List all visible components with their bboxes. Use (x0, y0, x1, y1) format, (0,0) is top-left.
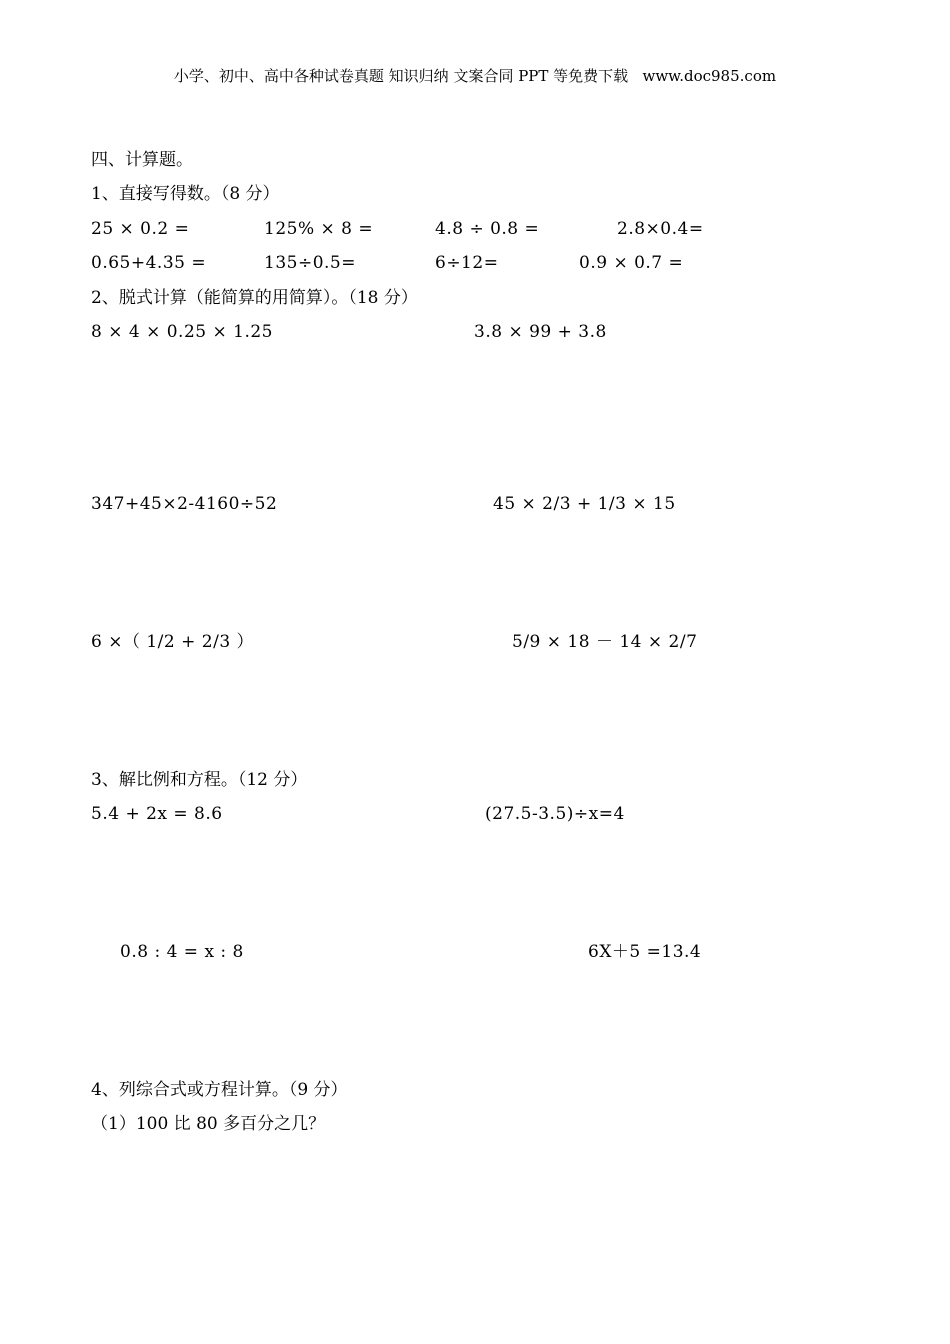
q1-item: 25 × 0.2 = (91, 219, 190, 239)
q3-item: 6X＋5 =13.4 (588, 942, 702, 962)
q3-item: (27.5-3.5)÷x=4 (485, 804, 625, 824)
q3-item: 0.8 : 4 = x : 8 (120, 942, 244, 962)
q1-item: 6÷12= (435, 253, 499, 273)
q3-title: 3、解比例和方程。（12 分） (91, 770, 308, 790)
q1-item: 135÷0.5= (264, 253, 356, 273)
q4-title: 4、列综合式或方程计算。（9 分） (91, 1080, 348, 1100)
q2-title: 2、脱式计算（能简算的用简算）。（18 分） (91, 288, 418, 308)
q2-item: 8 × 4 × 0.25 × 1.25 (91, 322, 273, 342)
page-header: 小学、初中、高中各种试卷真题 知识归纳 文案合同 PPT 等免费下载 www.doc985.com (173, 67, 777, 85)
section-title: 四、计算题。 (91, 150, 193, 170)
q2-item: 6 ×（ 1/2 + 2/3 ） (91, 632, 255, 652)
q2-item: 3.8 × 99 + 3.8 (474, 322, 607, 342)
q3-item: 5.4 + 2x = 8.6 (91, 804, 223, 824)
q1-item: 4.8 ÷ 0.8 = (435, 219, 540, 239)
q1-item: 0.65+4.35 = (91, 253, 207, 273)
q2-item: 5/9 × 18 － 14 × 2/7 (512, 632, 698, 652)
q1-item: 2.8×0.4= (617, 219, 704, 239)
q2-item: 347+45×2-4160÷52 (91, 494, 278, 514)
q4-item: （1）100 比 80 多百分之几？ (91, 1114, 326, 1134)
q1-item: 0.9 × 0.7 = (579, 253, 684, 273)
q1-title: 1、直接写得数。（8 分） (91, 184, 280, 204)
q1-item: 125% × 8 = (264, 219, 374, 239)
q2-item: 45 × 2/3 + 1/3 × 15 (493, 494, 676, 514)
